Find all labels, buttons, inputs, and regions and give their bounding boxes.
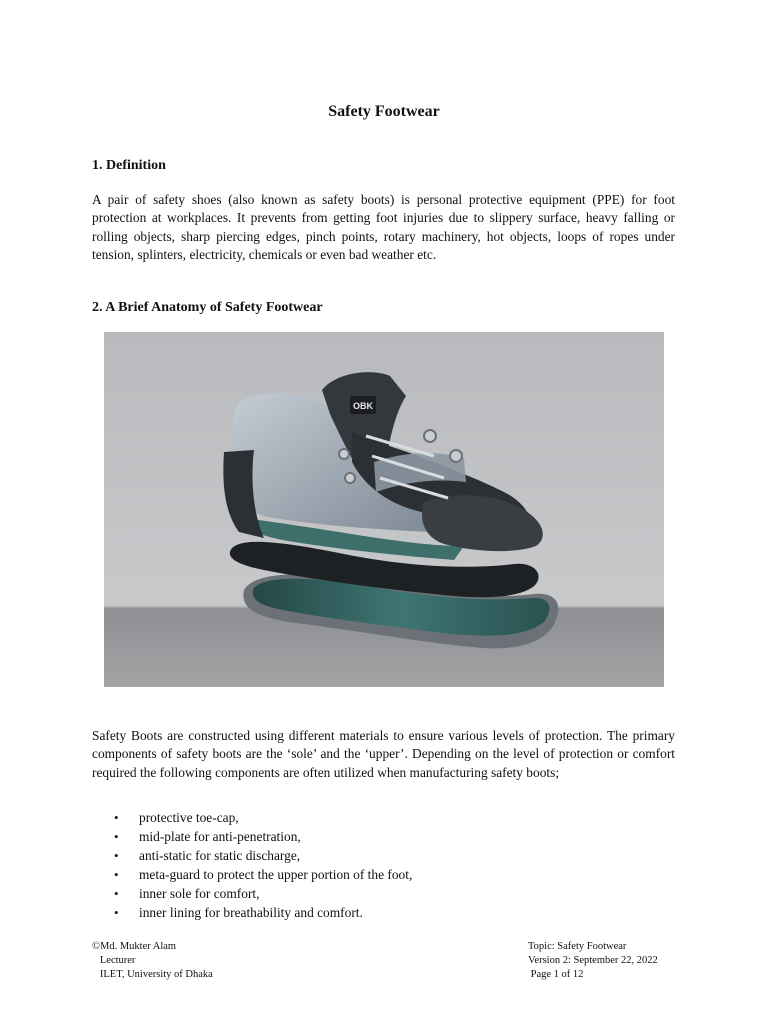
section-heading-anatomy: 2. A Brief Anatomy of Safety Footwear <box>92 300 323 315</box>
safety-boot-illustration <box>104 332 664 687</box>
safety-boot-exploded-image <box>104 332 664 687</box>
list-item: • mid-plate for anti-penetration, <box>92 827 675 846</box>
list-item: • protective toe-cap, <box>92 808 675 827</box>
section-heading-definition: 1. Definition <box>92 158 166 173</box>
definition-paragraph: A pair of safety shoes (also known as safety boots) is personal protective equipment (PPE) for foot protection at workplaces. It prevents from getting foot injuries due to slippery surface, heavy falling or rolling objects, sharp piercing edges, pinch points, rotary machinery, hot objects, loops of ropes under tension, splinters, electricity, chemicals or even bad weather etc. <box>92 192 675 263</box>
footer-author <box>92 940 213 982</box>
anatomy-paragraph: Safety Boots are constructed using different materials to ensure various levels of protection. The primary components of safety boots are the ‘sole’ and the ‘upper’. Depending on the level of protection or comfort required the following components are often utilized when manufacturing safety boots; <box>92 728 675 780</box>
list-item: • meta-guard to protect the upper portion of the foot, <box>92 865 675 884</box>
document-title: Safety Footwear <box>328 103 440 120</box>
footer-topic: Topic: Safety Footwear <box>528 941 627 952</box>
footer-meta <box>528 940 658 982</box>
footer-page-number: Page 1 of 12 <box>528 969 584 980</box>
list-item: • anti-static for static discharge, <box>92 846 675 865</box>
footer-author-name: ©Md. Mukter Alam <box>92 941 177 952</box>
list-item: • inner sole for comfort, <box>92 884 675 903</box>
footer-author-affiliation: ILET, University of Dhaka <box>92 969 213 980</box>
boot-brand-label: OBK <box>353 401 373 411</box>
list-item: • inner lining for breathability and comfort. <box>92 903 675 922</box>
footer-author-title: Lecturer <box>92 955 136 966</box>
component-list <box>92 808 675 922</box>
footer-version: Version 2: September 22, 2022 <box>528 955 658 966</box>
